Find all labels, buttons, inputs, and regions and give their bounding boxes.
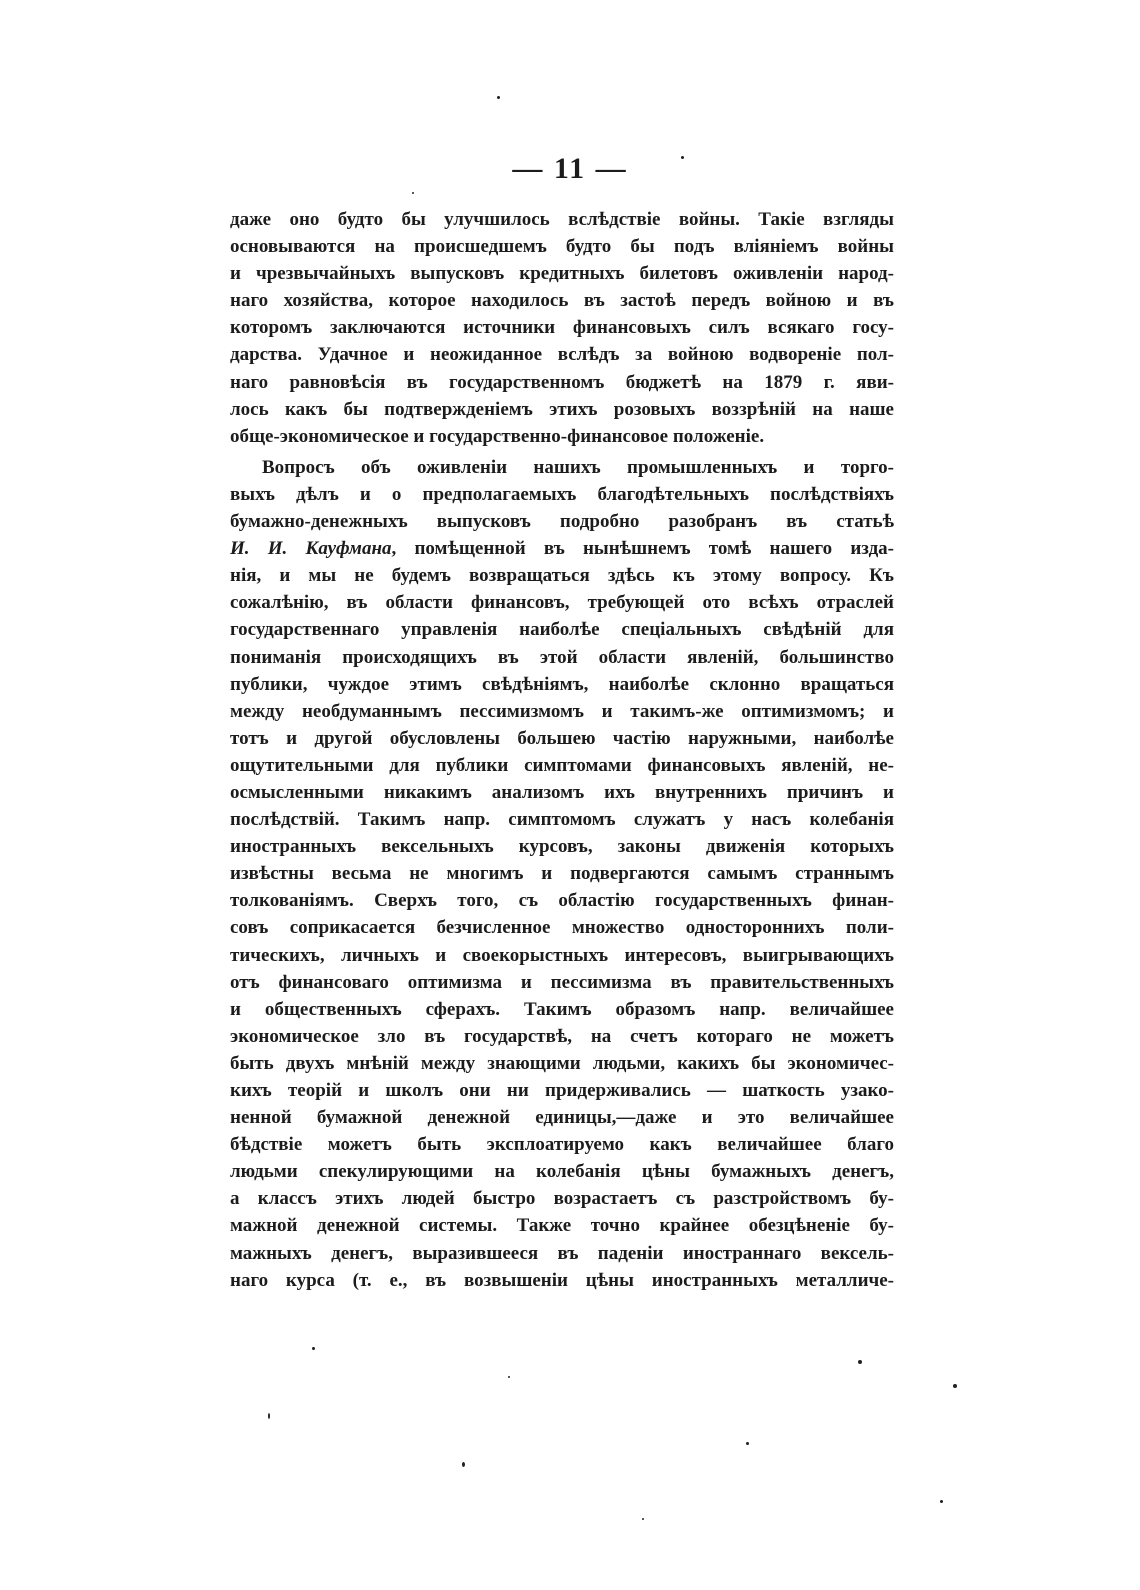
scan-speck <box>412 192 414 194</box>
author-name: И. И. Кауфмана <box>230 538 392 560</box>
text-line: нія, и мы не будемъ возвращаться здѣсь къ этому вопросу. Къ <box>230 565 894 587</box>
scan-speck <box>312 1347 315 1350</box>
scan-speck <box>268 1413 270 1419</box>
text-line: мажной денежной системы. Также точно крайнее обезцѣненіе бу- <box>230 1215 894 1237</box>
text-line: тотъ и другой обусловлены большею частію наружными, наиболѣе <box>230 727 894 749</box>
text-line: выхъ дѣлъ и о предполагаемыхъ благодѣтельныхъ послѣдствіяхъ <box>230 483 894 505</box>
text-line: основываются на происшедшемъ будто бы подъ вліяніемъ войны <box>230 236 894 258</box>
text-line: а классъ этихъ людей быстро возрастаетъ съ разстройствомъ бу- <box>230 1188 894 1210</box>
text-line: и общественныхъ сферахъ. Такимъ образомъ напр. величайшее <box>230 998 894 1020</box>
text-line: быть двухъ мнѣній между знающими людьми, какихъ бы экономичес- <box>230 1052 894 1074</box>
text-line-with-author <box>230 535 894 562</box>
text-line: публики, чуждое этимъ свѣдѣніямъ, наиболѣе склонно вращаться <box>230 673 894 695</box>
scan-speck <box>642 1518 644 1520</box>
text-line: наго хозяйства, которое находилось въ застоѣ передъ войною и въ <box>230 290 894 312</box>
text-line: экономическое зло въ государствѣ, на счетъ котораго не можетъ <box>230 1025 894 1047</box>
text-line: которомъ заключаются источники финансовыхъ силъ всякаго госу- <box>230 317 894 339</box>
text-line: между необдуманнымъ пессимизмомъ и такимъ-же оптимизмомъ; и <box>230 700 894 722</box>
text-line: лось какъ бы подтвержденіемъ этихъ розовыхъ воззрѣній на наше <box>230 398 894 420</box>
body-text <box>230 206 894 1294</box>
text-line: даже оно будто бы улучшилось вслѣдствіе войны. Такіе взгляды <box>230 209 894 230</box>
scan-speck <box>940 1500 943 1503</box>
paragraph-2 <box>230 454 894 1294</box>
text-line: наго курса (т. е., въ возвышеніи цѣны иностранныхъ металличе- <box>230 1269 894 1291</box>
text-line: Вопросъ объ оживленіи нашихъ промышленныхъ и торго- <box>262 456 894 478</box>
text-line: людьми спекулирующими на колебанія цѣны бумажныхъ денегъ, <box>230 1161 894 1183</box>
text-line: наго равновѣсія въ государственномъ бюджетѣ на 1879 г. яви- <box>230 371 894 393</box>
text-line: кихъ теорій и школъ они ни придерживались — шаткость узако- <box>230 1080 894 1101</box>
text-line: обще-экономическое и государственно-финансовое положеніе. <box>230 425 765 447</box>
scan-speck <box>508 1376 510 1378</box>
text-line: сожалѣнію, въ области финансовъ, требующей ото всѣхъ отраслей <box>230 592 894 614</box>
text-line: ощутительными для публики симптомами финансовыхъ явленій, не- <box>230 754 894 776</box>
text-line: государственнаго управленія наиболѣе спеціальныхъ свѣдѣній для <box>230 619 894 641</box>
scan-speck <box>681 156 684 159</box>
text-line: пониманія происходящихъ въ этой области явленій, большинство <box>230 646 894 668</box>
scan-speck <box>497 96 500 99</box>
text-line: бумажно-денежныхъ выпусковъ подробно разобранъ въ статьѣ <box>230 511 894 533</box>
text-line: послѣдствій. Такимъ напр. симптомомъ служатъ у насъ колебанія <box>230 809 894 831</box>
scan-speck <box>858 1360 862 1364</box>
scan-speck <box>746 1442 749 1445</box>
scan-speck <box>953 1384 957 1388</box>
text-line: бѣдствіе можетъ быть эксплоатируемо какъ величайшее благо <box>230 1134 894 1156</box>
text-fragment: , помѣщенной въ нынѣшнемъ томѣ нашего изда- <box>391 538 895 560</box>
scan-speck <box>462 1462 465 1467</box>
text-line: и чрезвычайныхъ выпусковъ кредитныхъ билетовъ оживленіи народ- <box>230 263 894 285</box>
paragraph-1 <box>230 206 894 450</box>
text-line: иностранныхъ вексельныхъ курсовъ, законы движенія которыхъ <box>230 836 894 858</box>
text-line: толкованіямъ. Сверхъ того, съ областію государственныхъ финан- <box>230 890 894 912</box>
page-number: — 11 — <box>512 152 628 185</box>
text-line: ненной бумажной денежной единицы,—даже и это величайшее <box>230 1107 894 1129</box>
text-line: тическихъ, личныхъ и своекорыстныхъ интересовъ, выигрывающихъ <box>230 944 894 966</box>
text-line: отъ финансоваго оптимизма и пессимизма въ правительственныхъ <box>230 971 894 993</box>
text-line: дарства. Удачное и неожиданное вслѣдъ за войною водвореніе пол- <box>230 344 894 366</box>
text-line: извѣстны весьма не многимъ и подвергаются самымъ страннымъ <box>230 863 894 885</box>
text-line: мажныхъ денегъ, выразившееся въ паденіи иностраннаго вексель- <box>230 1242 894 1264</box>
text-line: осмысленными никакимъ анализомъ ихъ внутреннихъ причинъ и <box>230 781 894 803</box>
text-line: совъ соприкасается безчисленное множество одностороннихъ поли- <box>230 917 894 939</box>
